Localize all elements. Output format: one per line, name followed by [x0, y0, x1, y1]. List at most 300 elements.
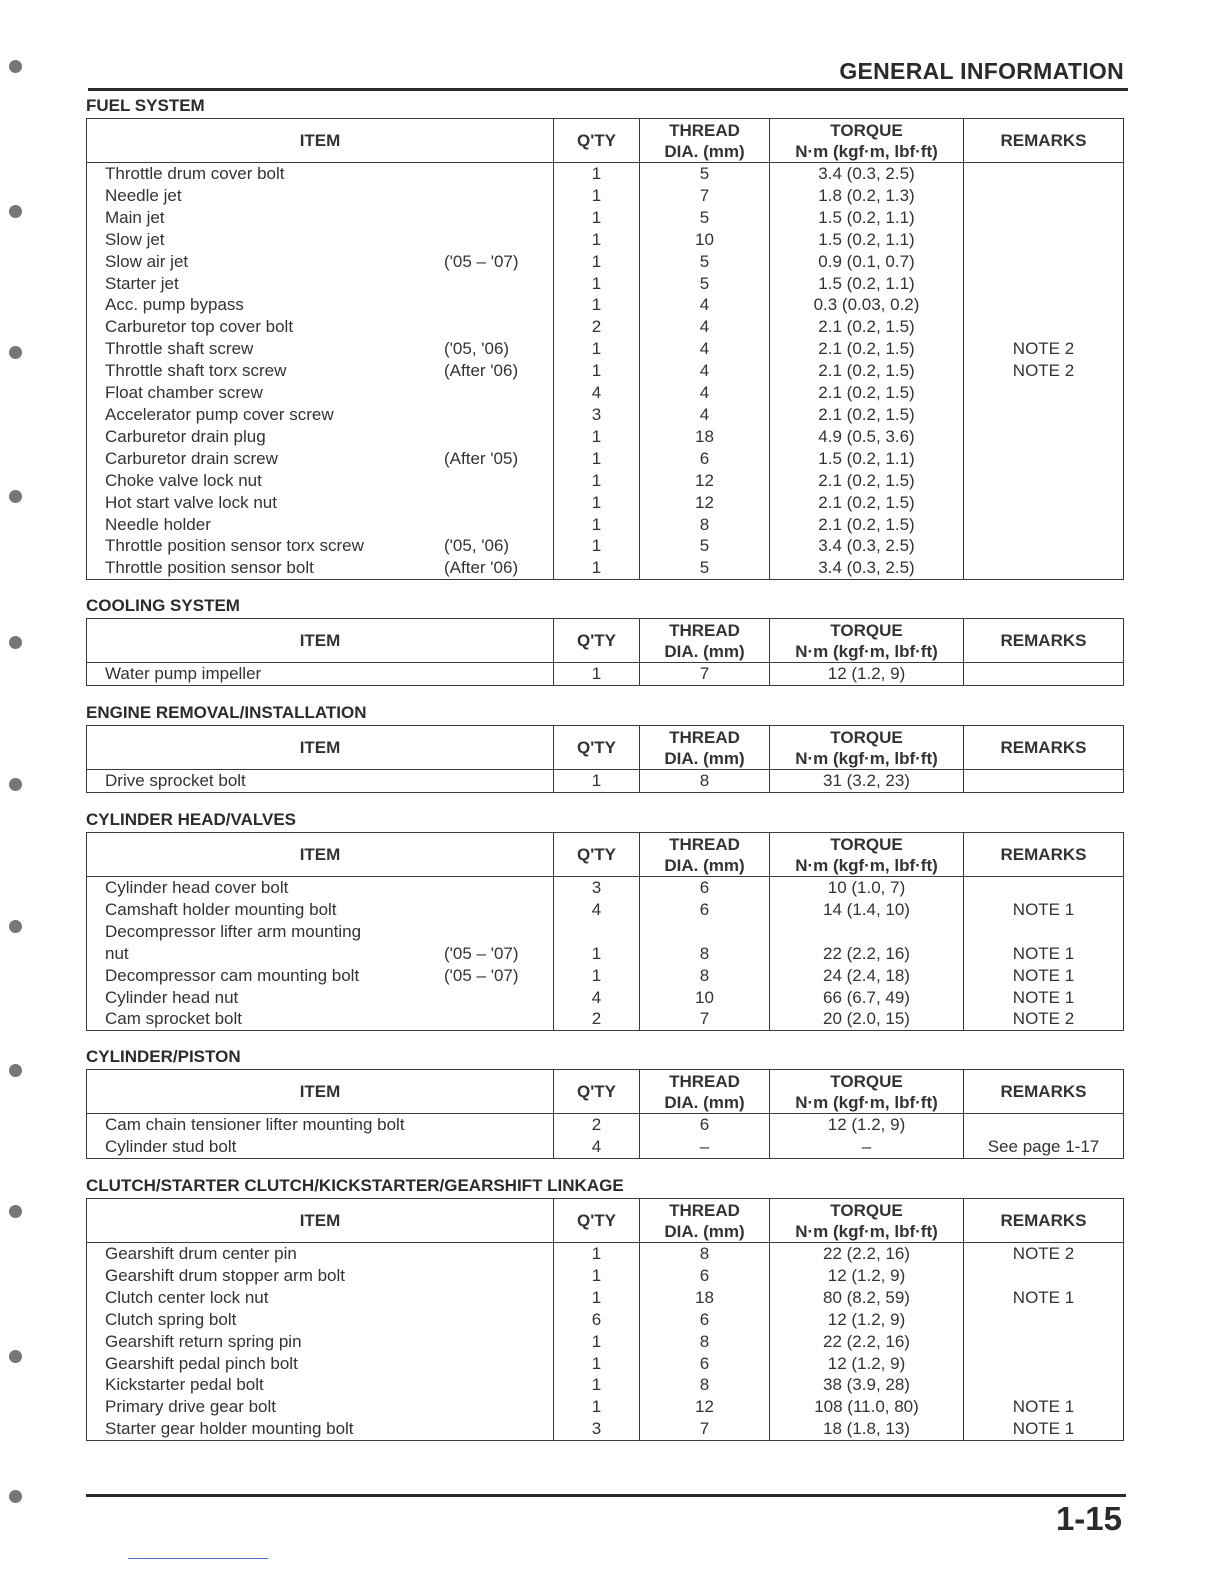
cell-item [87, 1243, 554, 1265]
item-name: Water pump impeller [105, 664, 262, 683]
cell-remarks [964, 514, 1124, 536]
header-remarks [964, 619, 1124, 663]
cell-item [87, 770, 554, 793]
table-header-row [87, 119, 1124, 163]
table-row [87, 1331, 1124, 1353]
item-name: Gearshift drum center pin [105, 1244, 297, 1263]
cell-item [87, 535, 554, 557]
cell-remarks [964, 557, 1124, 579]
cell-qty: 2 [554, 316, 640, 338]
cell-thread: 7 [640, 663, 770, 686]
cell-thread: 12 [640, 470, 770, 492]
header-qty-label: Q'TY [577, 845, 616, 864]
table-header-row [87, 726, 1124, 770]
item-name: Float chamber screw [105, 383, 263, 403]
torque-table [86, 725, 1124, 793]
cell-remarks [964, 273, 1124, 295]
cell-qty: 1 [554, 965, 640, 987]
item-name: Main jet [105, 207, 165, 227]
header-item [87, 1199, 554, 1243]
cell-torque: 2.1 (0.2, 1.5) [770, 360, 964, 382]
table-row [87, 1265, 1124, 1287]
table-row [87, 316, 1124, 338]
item-name: Cam chain tensioner lifter mounting bolt [105, 1115, 405, 1134]
table-row [87, 1353, 1124, 1375]
item-name: Hot start valve lock nut [105, 492, 277, 512]
cell-torque: 22 (2.2, 16) [770, 1331, 964, 1353]
header-qty [554, 833, 640, 877]
cell-qty: 1 [554, 1265, 640, 1287]
item-name: Cylinder head nut [105, 987, 239, 1007]
cell-remarks [964, 921, 1124, 943]
item-name: Kickstarter pedal bolt [105, 1375, 264, 1395]
cell-thread: 8 [640, 965, 770, 987]
section-title: CLUTCH/STARTER CLUTCH/KICKSTARTER/GEARSHIFT LINKAGE [86, 1176, 624, 1195]
torque-table [86, 1069, 1124, 1159]
table-row [87, 251, 1124, 273]
item-name: Starter jet [105, 273, 179, 293]
header-remarks [964, 119, 1124, 163]
cell-qty: 1 [554, 185, 640, 207]
cell-torque: 2.1 (0.2, 1.5) [770, 514, 964, 536]
table-row [87, 514, 1124, 536]
cell-item [87, 207, 554, 229]
cell-item [87, 1136, 554, 1158]
header-remarks [964, 1070, 1124, 1114]
header-torque-unit: N·m (kgf·m, lbf·ft) [795, 1221, 938, 1241]
cell-torque: 1.5 (0.2, 1.1) [770, 207, 964, 229]
header-thread-label: THREAD [669, 727, 740, 747]
table-row [87, 229, 1124, 251]
item-name: Throttle shaft screw [105, 339, 254, 359]
section-title: COOLING SYSTEM [86, 596, 240, 615]
cell-qty: 1 [554, 360, 640, 382]
item-name: Decompressor cam mounting bolt [105, 965, 360, 985]
cell-remarks [964, 1374, 1124, 1396]
header-item-label: ITEM [299, 131, 341, 150]
table-row [87, 426, 1124, 448]
cell-torque: 14 (1.4, 10) [770, 899, 964, 921]
cell-remarks [964, 426, 1124, 448]
binder-hole [9, 636, 22, 649]
cell-thread: 7 [640, 1418, 770, 1440]
scan-artifact-line [128, 1558, 268, 1559]
item-name: nut [105, 943, 129, 963]
cell-remarks [964, 470, 1124, 492]
cell-remarks: NOTE 1 [964, 965, 1124, 987]
header-thread [640, 1199, 770, 1243]
cell-torque: – [770, 1136, 964, 1158]
table-row [87, 404, 1124, 426]
cell-qty: 1 [554, 251, 640, 273]
header-thread-unit: DIA. (mm) [664, 1221, 745, 1241]
cell-thread: 4 [640, 360, 770, 382]
table-header-row [87, 833, 1124, 877]
table-row [87, 207, 1124, 229]
cell-thread: – [640, 1136, 770, 1158]
cell-remarks [964, 404, 1124, 426]
cell-remarks: NOTE 2 [964, 1008, 1124, 1030]
cell-remarks [964, 1353, 1124, 1375]
cell-thread: 5 [640, 273, 770, 295]
binder-hole [9, 1490, 22, 1503]
cell-remarks: NOTE 2 [964, 360, 1124, 382]
header-thread [640, 119, 770, 163]
table-row [87, 1396, 1124, 1418]
cell-torque: 12 (1.2, 9) [770, 1265, 964, 1287]
section-title: FUEL SYSTEM [86, 96, 205, 115]
item-year-note: ('05, '06) [444, 339, 510, 359]
torque-table [86, 118, 1124, 580]
footer-rule [86, 1494, 1126, 1497]
binder-hole [9, 1350, 22, 1363]
item-year-note: (After '06) [444, 558, 519, 578]
cell-item [87, 404, 554, 426]
cell-thread: 5 [640, 535, 770, 557]
cell-remarks [964, 1331, 1124, 1353]
cell-qty: 1 [554, 448, 640, 470]
item-name: Gearshift return spring pin [105, 1331, 302, 1351]
item-name: Cam sprocket bolt [105, 1009, 242, 1029]
cell-torque: 80 (8.2, 59) [770, 1287, 964, 1309]
cell-thread: 6 [640, 1309, 770, 1331]
item-name: Clutch center lock nut [105, 1287, 269, 1307]
page-number: 1-15 [1055, 1500, 1122, 1537]
cell-item [87, 987, 554, 1009]
cell-item [87, 1331, 554, 1353]
header-thread-unit: DIA. (mm) [664, 641, 745, 661]
cell-torque: 12 (1.2, 9) [770, 1114, 964, 1136]
cell-thread: 7 [640, 185, 770, 207]
cell-thread: 4 [640, 338, 770, 360]
cell-qty: 3 [554, 877, 640, 899]
cell-remarks: NOTE 1 [964, 987, 1124, 1009]
header-remarks [964, 726, 1124, 770]
cell-qty: 1 [554, 535, 640, 557]
item-name: Acc. pump bypass [105, 295, 244, 315]
cell-qty: 2 [554, 1008, 640, 1030]
cell-item [87, 899, 554, 921]
cell-torque: 0.3 (0.03, 0.2) [770, 294, 964, 316]
table-row [87, 921, 1124, 943]
torque-table [86, 1198, 1124, 1441]
header-torque-label: TORQUE [830, 1071, 903, 1091]
table-row [87, 360, 1124, 382]
cell-torque: 22 (2.2, 16) [770, 943, 964, 965]
cell-qty: 1 [554, 470, 640, 492]
binder-hole [9, 205, 22, 218]
section [86, 701, 1126, 793]
cell-thread: 18 [640, 1287, 770, 1309]
header-torque [770, 1199, 964, 1243]
header-thread [640, 833, 770, 877]
binder-hole [9, 920, 22, 933]
section-title: ENGINE REMOVAL/INSTALLATION [86, 703, 367, 722]
header-qty [554, 1070, 640, 1114]
table-row [87, 663, 1124, 686]
binder-hole [9, 1064, 22, 1077]
header-remarks-label: REMARKS [1000, 631, 1087, 650]
cell-item [87, 1114, 554, 1136]
cell-thread [640, 921, 770, 943]
header-item [87, 119, 554, 163]
header-thread-unit: DIA. (mm) [664, 748, 745, 768]
cell-remarks [964, 185, 1124, 207]
header-torque [770, 726, 964, 770]
cell-item [87, 492, 554, 514]
cell-remarks: NOTE 1 [964, 899, 1124, 921]
cell-torque: 1.8 (0.2, 1.3) [770, 185, 964, 207]
cell-thread: 6 [640, 899, 770, 921]
cell-remarks [964, 316, 1124, 338]
cell-qty: 1 [554, 1243, 640, 1265]
cell-item [87, 1287, 554, 1309]
cell-qty: 1 [554, 273, 640, 295]
header-qty [554, 1199, 640, 1243]
section [86, 1174, 1126, 1441]
cell-item [87, 921, 554, 943]
cell-thread: 8 [640, 770, 770, 793]
header-remarks [964, 833, 1124, 877]
cell-torque: 18 (1.8, 13) [770, 1418, 964, 1440]
cell-item [87, 1265, 554, 1287]
item-name: Needle holder [105, 514, 211, 534]
table-row [87, 1114, 1124, 1136]
item-year-note: ('05, '06) [444, 536, 510, 556]
cell-qty: 1 [554, 338, 640, 360]
table-row [87, 1309, 1124, 1331]
cell-remarks: NOTE 2 [964, 338, 1124, 360]
header-torque-label: TORQUE [830, 120, 903, 140]
section [86, 808, 1126, 1031]
cell-torque: 2.1 (0.2, 1.5) [770, 338, 964, 360]
header-item-label: ITEM [299, 1211, 341, 1230]
cell-item [87, 316, 554, 338]
cell-qty [554, 921, 640, 943]
cell-torque: 31 (3.2, 23) [770, 770, 964, 793]
binder-hole [9, 346, 22, 359]
header-thread-label: THREAD [669, 1071, 740, 1091]
torque-table [86, 618, 1124, 686]
section [86, 1045, 1126, 1159]
header-qty-label: Q'TY [577, 738, 616, 757]
cell-qty: 1 [554, 1353, 640, 1375]
header-qty-label: Q'TY [577, 631, 616, 650]
item-name: Primary drive gear bolt [105, 1397, 277, 1417]
header-torque [770, 619, 964, 663]
cell-qty: 1 [554, 492, 640, 514]
cell-torque: 3.4 (0.3, 2.5) [770, 535, 964, 557]
header-thread [640, 1070, 770, 1114]
cell-item [87, 1309, 554, 1331]
cell-qty: 3 [554, 1418, 640, 1440]
cell-thread: 18 [640, 426, 770, 448]
cell-torque: 20 (2.0, 15) [770, 1008, 964, 1030]
cell-qty: 1 [554, 207, 640, 229]
cell-qty: 1 [554, 770, 640, 793]
cell-remarks [964, 207, 1124, 229]
cell-remarks: NOTE 2 [964, 1243, 1124, 1265]
cell-item [87, 1418, 554, 1440]
table-row [87, 448, 1124, 470]
cell-qty: 4 [554, 382, 640, 404]
cell-qty: 2 [554, 1114, 640, 1136]
cell-item [87, 965, 554, 987]
item-name: Throttle position sensor torx screw [105, 536, 364, 556]
item-name: Carburetor drain plug [105, 426, 266, 446]
cell-remarks [964, 1265, 1124, 1287]
cell-thread: 5 [640, 251, 770, 273]
cell-torque: 12 (1.2, 9) [770, 1353, 964, 1375]
torque-table [86, 832, 1124, 1031]
header-thread-unit: DIA. (mm) [664, 1092, 745, 1112]
header-qty-label: Q'TY [577, 1082, 616, 1101]
header-item [87, 726, 554, 770]
cell-qty: 1 [554, 1396, 640, 1418]
table-row [87, 943, 1124, 965]
table-header-row [87, 1070, 1124, 1114]
header-torque-label: TORQUE [830, 727, 903, 747]
table-header-row [87, 619, 1124, 663]
cell-item [87, 294, 554, 316]
header-thread-label: THREAD [669, 620, 740, 640]
header-thread-unit: DIA. (mm) [664, 141, 745, 161]
header-remarks [964, 1199, 1124, 1243]
cell-remarks: See page 1-17 [964, 1136, 1124, 1158]
header-torque-label: TORQUE [830, 1200, 903, 1220]
header-thread-label: THREAD [669, 834, 740, 854]
cell-qty: 1 [554, 1374, 640, 1396]
item-year-note: (After '06) [444, 361, 519, 381]
header-thread [640, 619, 770, 663]
cell-item [87, 943, 554, 965]
cell-thread: 8 [640, 943, 770, 965]
cell-item [87, 360, 554, 382]
cell-torque: 2.1 (0.2, 1.5) [770, 470, 964, 492]
cell-item [87, 1008, 554, 1030]
section [86, 94, 1126, 580]
table-row [87, 1287, 1124, 1309]
header-rule [88, 88, 1128, 91]
item-name: Accelerator pump cover screw [105, 404, 334, 424]
cell-torque: 2.1 (0.2, 1.5) [770, 404, 964, 426]
cell-torque [770, 921, 964, 943]
item-name: Gearshift pedal pinch bolt [105, 1353, 298, 1373]
cell-item [87, 877, 554, 899]
header-remarks-label: REMARKS [1000, 131, 1087, 150]
cell-torque: 38 (3.9, 28) [770, 1374, 964, 1396]
cell-remarks [964, 229, 1124, 251]
table-row [87, 1136, 1124, 1158]
page-header-title: GENERAL INFORMATION [839, 58, 1124, 84]
cell-qty: 1 [554, 514, 640, 536]
header-torque-unit: N·m (kgf·m, lbf·ft) [795, 1092, 938, 1112]
item-name: Drive sprocket bolt [105, 771, 246, 790]
item-name: Cylinder head cover bolt [105, 878, 289, 897]
header-torque [770, 119, 964, 163]
table-row [87, 294, 1124, 316]
cell-qty: 1 [554, 1287, 640, 1309]
cell-thread: 7 [640, 1008, 770, 1030]
item-name: Throttle position sensor bolt [105, 558, 314, 578]
cell-thread: 4 [640, 404, 770, 426]
cell-item [87, 514, 554, 536]
cell-torque: 66 (6.7, 49) [770, 987, 964, 1009]
item-name: Carburetor drain screw [105, 448, 278, 468]
header-item-label: ITEM [299, 845, 341, 864]
binder-hole [9, 490, 22, 503]
item-name: Throttle shaft torx screw [105, 361, 287, 381]
cell-thread: 5 [640, 207, 770, 229]
cell-torque: 2.1 (0.2, 1.5) [770, 382, 964, 404]
cell-remarks [964, 492, 1124, 514]
header-remarks-label: REMARKS [1000, 738, 1087, 757]
cell-qty: 3 [554, 404, 640, 426]
item-name: Carburetor top cover bolt [105, 317, 294, 337]
cell-thread: 6 [640, 1114, 770, 1136]
header-qty [554, 119, 640, 163]
binder-hole [9, 778, 22, 791]
header-thread-label: THREAD [669, 1200, 740, 1220]
cell-remarks [964, 1114, 1124, 1136]
cell-thread: 5 [640, 557, 770, 579]
cell-item [87, 273, 554, 295]
table-row [87, 492, 1124, 514]
cell-torque: 1.5 (0.2, 1.1) [770, 229, 964, 251]
item-name: Starter gear holder mounting bolt [105, 1419, 354, 1439]
header-torque-unit: N·m (kgf·m, lbf·ft) [795, 641, 938, 661]
cell-remarks [964, 877, 1124, 899]
cell-item [87, 1374, 554, 1396]
header-torque [770, 1070, 964, 1114]
cell-remarks [964, 1309, 1124, 1331]
cell-remarks [964, 663, 1124, 686]
item-name: Slow jet [105, 229, 165, 249]
header-torque-unit: N·m (kgf·m, lbf·ft) [795, 141, 938, 161]
binder-hole [9, 60, 22, 73]
cell-item [87, 1353, 554, 1375]
header-torque-label: TORQUE [830, 620, 903, 640]
cell-qty: 4 [554, 899, 640, 921]
cell-torque: 1.5 (0.2, 1.1) [770, 448, 964, 470]
cell-remarks [964, 251, 1124, 273]
header-thread [640, 726, 770, 770]
cell-item [87, 448, 554, 470]
cell-torque: 12 (1.2, 9) [770, 1309, 964, 1331]
item-year-note: ('05 – '07) [444, 965, 519, 985]
cell-thread: 4 [640, 294, 770, 316]
cell-thread: 12 [640, 1396, 770, 1418]
cell-thread: 10 [640, 987, 770, 1009]
cell-torque: 3.4 (0.3, 2.5) [770, 557, 964, 579]
binder-hole [9, 1205, 22, 1218]
item-year-note: ('05 – '07) [444, 251, 519, 271]
table-row [87, 1418, 1124, 1440]
table-row [87, 163, 1124, 185]
cell-remarks: NOTE 1 [964, 1418, 1124, 1440]
cell-thread: 8 [640, 514, 770, 536]
header-qty [554, 726, 640, 770]
table-header-row [87, 1199, 1124, 1243]
table-row [87, 382, 1124, 404]
cell-torque: 1.5 (0.2, 1.1) [770, 273, 964, 295]
cell-qty: 6 [554, 1309, 640, 1331]
cell-remarks: NOTE 1 [964, 1287, 1124, 1309]
cell-item [87, 163, 554, 185]
item-name: Decompressor lifter arm mounting [105, 921, 362, 941]
cell-thread: 10 [640, 229, 770, 251]
header-item [87, 1070, 554, 1114]
